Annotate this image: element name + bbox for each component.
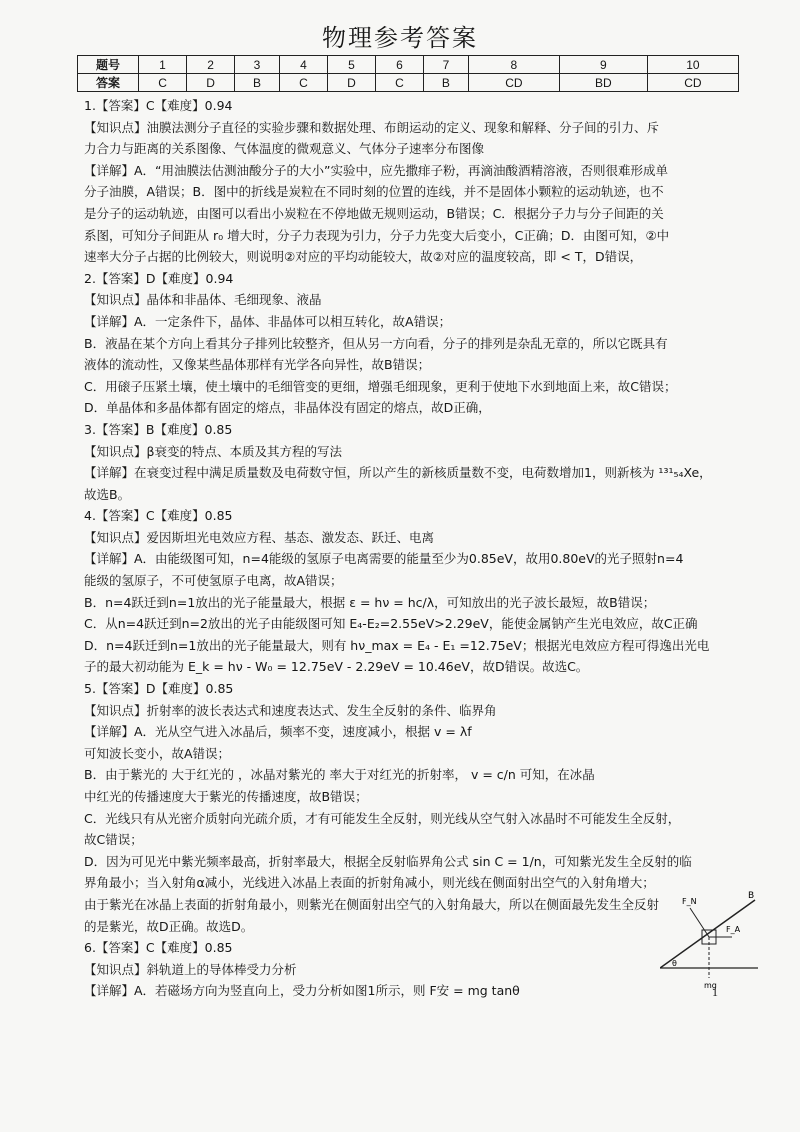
text-line: 【详解】A．光从空气进入冰晶后，频率不变，速度减小，根据 v = λf xyxy=(84,724,472,740)
answer-cell: B xyxy=(235,74,280,92)
text-line: B．液晶在某个方向上看其分子排列比较整齐，但从另一方向看，分子的排列是杂乱无章的，所以它既具有 xyxy=(84,335,668,351)
text-line: 3.【答案】B【难度】0.85 xyxy=(84,421,233,437)
text-line: 1.【答案】C【难度】0.94 xyxy=(84,98,233,113)
answer-cell: C xyxy=(139,74,187,92)
text-line: D．n=4跃迁到n=1放出的光子能量最大，则有 hν_max = E₄ - E₁ =12.75eV；根据光电效应方程可得逸出光电 xyxy=(84,637,710,653)
question-number: 4 xyxy=(279,56,327,74)
answer-table xyxy=(77,55,739,92)
answer-cell: C xyxy=(279,74,327,92)
text-line: 【详解】在衰变过程中满足质量数及电荷数守恒，所以产生的新核质量数不变，电荷数增加1，则新核为 ¹³¹₅₄Xe， xyxy=(84,465,712,481)
text-line: 是分子的运动轨迹，由图可以看出小炭粒在不停地做无规则运动，B错误；C．根据分子力与分子间距的关 xyxy=(84,205,664,221)
question-number: 5 xyxy=(327,56,375,74)
answer-label: 答案 xyxy=(78,74,139,92)
text-line: 【详解】A．“用油膜法估测油酸分子的大小”实验中，应先撒痱子粉，再滴油酸酒精溶液，否则很难形成单 xyxy=(84,162,669,178)
text-line: 2.【答案】D【难度】0.94 xyxy=(84,270,234,286)
text-line: D．因为可见光中紫光频率最高，折射率最大，根据全反射临界角公式 sin C = 1/n，可知紫光发生全反射的临 xyxy=(84,853,692,869)
text-line: C．用磙子压紧土壤，使土壤中的毛细管变的更细，增强毛细现象，更利于使地下水到地面上来，故C错误； xyxy=(84,378,677,394)
text-line: 能级的氢原子，不可使氢原子电离，故A错误； xyxy=(84,573,343,589)
text-line: B．n=4跃迁到n=1放出的光子能量最大，根据 ε = hν = hc/λ，可知放出的光子波长最短，故B错误； xyxy=(84,594,656,610)
text-line: 系图，可知分子间距从 r₀ 增大时，分子力表现为引力，分子力先变大后变小，C正确；D．由图可知，②中 xyxy=(84,227,670,243)
answer-cell: CD xyxy=(647,74,738,92)
answer-cell: BD xyxy=(559,74,647,92)
theta-label: θ xyxy=(672,959,677,968)
question-number: 7 xyxy=(424,56,469,74)
text-line: 【知识点】爱因斯坦光电效应方程、基态、激发态、跃迁、电离 xyxy=(84,529,435,545)
question-number: 1 xyxy=(139,56,187,74)
answer-explanations xyxy=(84,95,736,1002)
question-number: 8 xyxy=(468,56,559,74)
text-line: 中红光的传播速度大于紫光的传播速度，故B错误； xyxy=(84,789,368,804)
normal-force-arrow xyxy=(690,908,709,937)
text-line: 故C错误； xyxy=(84,832,143,848)
text-line: 子的最大初动能为 E_k = hν - W₀ = 12.75eV - 2.29eV = 10.46eV，故D错误。故选C。 xyxy=(84,659,589,675)
text-line: 【知识点】折射率的波长表达式和速度表达式、发生全反射的条件、临界角 xyxy=(84,702,497,718)
question-number: 6 xyxy=(375,56,423,74)
b-label: B xyxy=(748,891,755,901)
text-line: 【详解】A．若磁场方向为竖直向上，受力分析如图1所示，则 F安 = mg tanθ xyxy=(84,983,520,999)
page-title: 物理参考答案 xyxy=(322,24,478,52)
mg-label: mg xyxy=(704,981,717,990)
page-number: 1 xyxy=(712,985,718,999)
question-number: 10 xyxy=(647,56,738,74)
answer-table-answer-row xyxy=(78,74,739,92)
text-line: 【知识点】油膜法测分子直径的实验步骤和数据处理、布朗运动的定义、现象和解释、分子间的引力、斥 xyxy=(84,119,660,135)
answer-table-header-row xyxy=(78,56,739,74)
answer-cell: D xyxy=(187,74,235,92)
text-line: 由于紫光在冰晶上表面的折射角最小，则紫光在侧面射出空气的入射角最大，所以在侧面最先发生全反射 xyxy=(84,896,660,912)
question-number: 9 xyxy=(559,56,647,74)
text-line: C．光线只有从光密介质射向光疏介质，才有可能发生全反射，则光线从空气射入冰晶时不可能发生全反射， xyxy=(84,810,681,826)
text-line: 界角最小；当入射角α减小，光线进入冰晶上表面的折射角减小，则光线在侧面射出空气的入射角增大； xyxy=(84,875,655,891)
text-line: D．单晶体和多晶体都有固定的熔点，非晶体没有固定的熔点，故D正确， xyxy=(84,400,491,416)
answer-cell: C xyxy=(375,74,423,92)
text-line: 故选B。 xyxy=(84,486,131,502)
text-line: 力合力与距离的关系图像、气体温度的微观意义、气体分子速率分布图像 xyxy=(84,141,485,157)
text-line: B．由于紫光的 大于红光的 ，冰晶对紫光的 率大于对红光的折射率， v = c/n 可知，在冰晶 xyxy=(84,767,595,783)
force-diagram xyxy=(660,890,760,990)
header-label: 题号 xyxy=(78,56,139,74)
text-line: C．从n=4跃迁到n=2放出的光子由能级图可知 E₄-E₂=2.55eV>2.29eV，能使金属钠产生光电效应，故C正确 xyxy=(84,616,698,632)
text-line: 【知识点】β衰变的特点、本质及其方程的写法 xyxy=(84,443,342,459)
text-line: 液体的流动性，又像某些晶体那样有光学各向异性，故B错误； xyxy=(84,357,431,373)
text-line: 速率大分子占据的比例较大，则说明②对应的平均动能较大，故②对应的温度较高，即 < T，D错误， xyxy=(84,249,643,265)
text-line: 可知波长变小，故A错误； xyxy=(84,745,231,761)
text-line: 【详解】A．一定条件下，晶体、非晶体可以相互转化，故A错误； xyxy=(84,313,452,329)
text-line: 4.【答案】C【难度】0.85 xyxy=(84,508,233,524)
answer-cell: B xyxy=(424,74,469,92)
fa-label: F_A xyxy=(726,925,741,934)
answer-cell: D xyxy=(327,74,375,92)
text-line: 6.【答案】C【难度】0.85 xyxy=(84,940,233,956)
question-number: 2 xyxy=(187,56,235,74)
text-line: 【知识点】斜轨道上的导体棒受力分析 xyxy=(84,961,297,977)
text-line: 5.【答案】D【难度】0.85 xyxy=(84,681,234,697)
text-line: 的是紫光，故D正确。故选D。 xyxy=(84,918,254,934)
text-line: 【知识点】晶体和非晶体、毛细现象、液晶 xyxy=(84,292,322,308)
text-line: 【详解】A．由能级图可知，n=4能级的氢原子电离需要的能量至少为0.85eV，故用0.80eV的光子照射n=4 xyxy=(84,551,684,567)
question-number: 3 xyxy=(235,56,280,74)
fn-label: F_N xyxy=(682,897,697,906)
text-line: 分子油膜，A错误；B．图中的折线是炭粒在不同时刻的位置的连线，并不是固体小颗粒的运动轨迹，也不 xyxy=(84,184,664,200)
answer-cell: CD xyxy=(468,74,559,92)
